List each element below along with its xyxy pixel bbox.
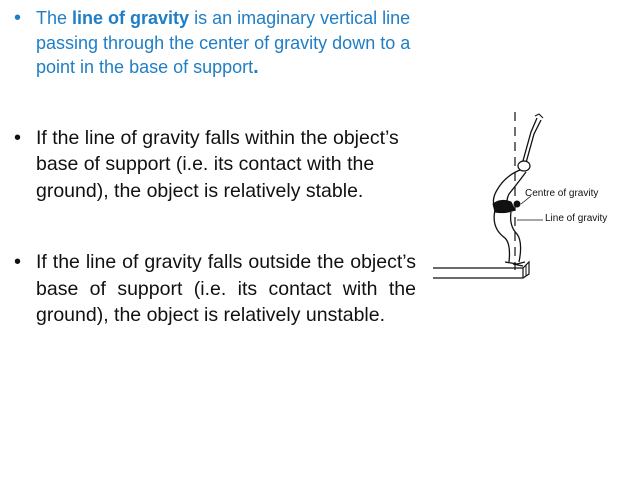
bullet-text: If the line of gravity falls outside the object’s base of support (i.e. its contact with the ground), the object is relatively unstable. — [36, 251, 416, 326]
bullet-marker: • — [14, 126, 22, 149]
bullet-line-of-gravity-definition — [6, 6, 416, 80]
diver-drawing — [425, 110, 630, 310]
bullet-text: If the line of gravity falls within the object’s base of support (i.e. its contact with the ground), the object is relatively stable. — [36, 126, 399, 202]
diver-swimsuit — [493, 200, 515, 212]
bullet-period: . — [253, 56, 259, 78]
centre-of-gravity-label: Centre of gravity — [525, 188, 599, 199]
bullet-list — [6, 6, 416, 329]
centre-of-gravity-dot — [514, 201, 521, 208]
bullet-emphasis: line of gravity — [72, 8, 190, 28]
bullet-text: is an imaginary vertical line passing through the center of gravity down to a point in the base of support — [36, 8, 411, 77]
diver-legs — [494, 210, 520, 262]
bullet-marker: • — [14, 7, 22, 29]
bullet-stable — [6, 125, 416, 205]
bullet-prefix: The — [36, 8, 73, 28]
bullet-marker: • — [14, 251, 22, 273]
bullet-unstable — [6, 249, 416, 329]
diver-illustration — [425, 110, 630, 310]
line-of-gravity-label: Line of gravity — [545, 213, 608, 224]
